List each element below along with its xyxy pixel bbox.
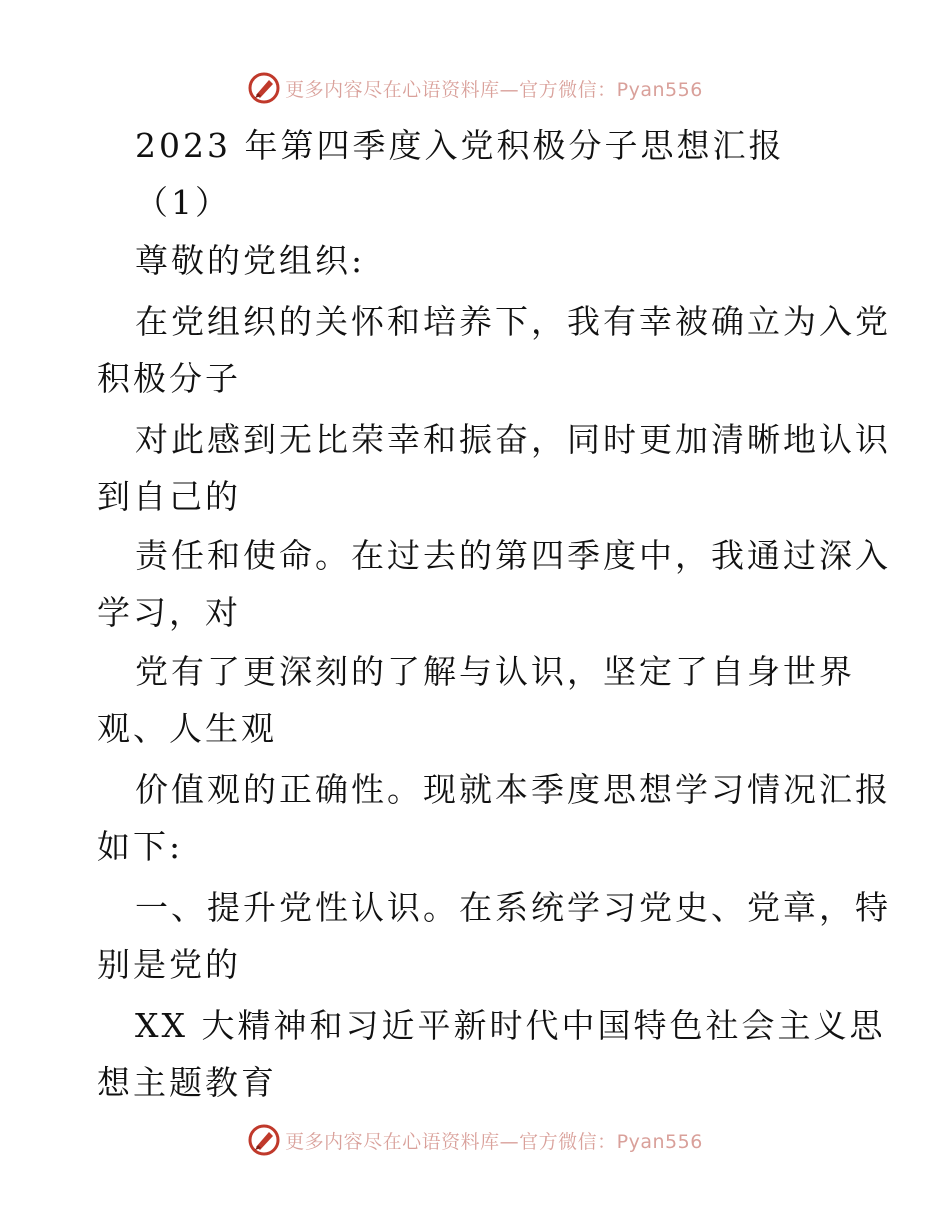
paragraph-line: 一、提升党性认识。在系统学习党史、党章，特 — [135, 888, 891, 927]
logo-icon — [247, 71, 281, 105]
paragraph-line: 对此感到无比荣幸和振奋，同时更加清晰地认识 — [135, 420, 891, 459]
paragraph-line: 想主题教育 — [97, 1063, 277, 1102]
document-title-suffix: （1） — [135, 183, 231, 222]
paragraph-line: 责任和使命。在过去的第四季度中，我通过深入 — [135, 536, 891, 575]
watermark-footer — [0, 1120, 950, 1160]
watermark-header — [0, 68, 950, 108]
paragraph-line: 积极分子 — [97, 359, 241, 398]
logo-icon — [247, 1123, 281, 1157]
paragraph-line: 到自己的 — [97, 477, 241, 516]
paragraph-line: 观、人生观 — [97, 709, 277, 748]
watermark-text: 更多内容尽在心语资料库—官方微信：Pyan556 — [285, 1130, 703, 1153]
document-title: 2023 年第四季度入党积极分子思想汇报 — [135, 126, 785, 165]
paragraph-line: 如下: — [97, 827, 184, 866]
watermark-text: 更多内容尽在心语资料库—官方微信：Pyan556 — [285, 78, 703, 101]
paragraph-line: 在党组织的关怀和培养下，我有幸被确立为入党 — [135, 302, 891, 341]
paragraph-line: XX 大精神和习近平新时代中国特色社会主义思 — [135, 1006, 886, 1045]
paragraph-line: 党有了更深刻的了解与认识，坚定了自身世界 — [135, 652, 855, 691]
paragraph-line: 学习，对 — [97, 593, 241, 632]
paragraph-line: 价值观的正确性。现就本季度思想学习情况汇报 — [135, 770, 891, 809]
paragraph-line: 别是党的 — [97, 945, 241, 984]
salutation: 尊敬的党组织: — [135, 241, 366, 280]
